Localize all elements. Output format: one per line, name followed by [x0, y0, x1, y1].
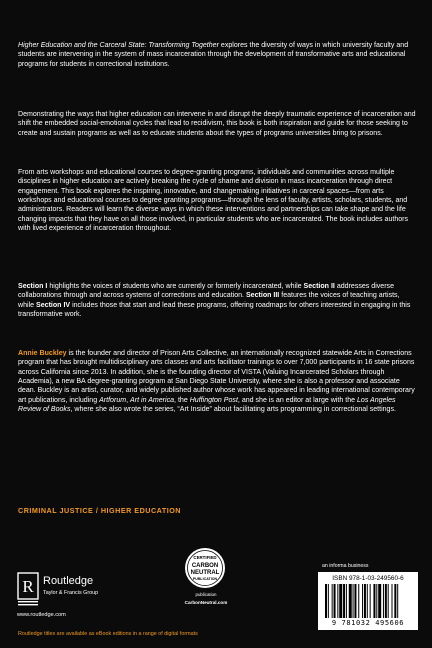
carbon-neutral-badge-icon — [184, 547, 226, 589]
publisher-name: Routledge — [43, 575, 94, 587]
ebook-note: Routledge titles are available as eBook editions in a range of digital formats — [18, 631, 198, 637]
author-name: Annie Buckley — [18, 350, 67, 357]
description-paragraph-3 — [18, 168, 416, 233]
badge-carbon: CARBON — [191, 563, 219, 569]
description-text: From arts workshops and educational courses to degree-granting programs, individuals and communities across multiple disciplines in higher education are actively breaking the cycle of shame and division in mass incarceration through direct engagement. This book explores the inspiring, innovative, and changemaking initiatives in carceral spaces—from arts workshops and educational courses to degree granting programs—through the lens of faculty, artists, scholars, students, and administrators. Readers will learn the diverse ways in which these interventions and partnerships can take shape and the life changing impacts that they have on all those involved, in particular students who are incarcerated. The book includes authors with lived experience of incarceration throughout. — [18, 169, 409, 233]
barcode-bars — [325, 584, 413, 618]
routledge-logo-icon — [17, 572, 39, 608]
bio-text: , where she also wrote the series, “Art Inside” about facilitating arts programming in correctional settings. — [70, 406, 396, 414]
barcode-digits: 9 781032 495606 — [331, 619, 405, 627]
sections-paragraph — [18, 282, 416, 319]
carbon-neutral-label: publication — [195, 592, 217, 597]
informa-tagline: an informa business — [322, 563, 369, 569]
logo-letter: R — [22, 577, 34, 596]
publisher-group: Taylor & Francis Group — [43, 590, 99, 596]
publication-name: Art in America — [130, 396, 175, 404]
badge-publication: PUBLICATION — [192, 577, 218, 581]
section-3-text: features the voices of teaching artists, while — [18, 292, 400, 309]
barcode — [318, 572, 418, 630]
section-1-text: highlights the voices of students who are currently or formerly incarcerated, while — [47, 283, 304, 290]
publication-name: Artforum — [99, 396, 127, 404]
section-2-label: Section II — [303, 283, 335, 290]
badge-certified: CERTIFIED — [193, 555, 217, 560]
section-3-label: Section III — [245, 292, 280, 300]
section-4-label: Section IV — [36, 301, 71, 309]
author-bio — [18, 349, 416, 414]
bio-text: , and she is an editor at large with the — [237, 396, 357, 404]
description-paragraph-2 — [18, 110, 416, 138]
publication-name: Los Angeles Review of Books — [18, 396, 396, 414]
isbn-text: ISBN 978-1-03-249560-6 — [332, 575, 404, 582]
description-text: explores the diversity of ways in which university faculty and students are intervening in the system of mass incarceration through the development of transformative arts and educational programs for students in correctional institutions. — [18, 42, 409, 68]
publisher-url: www.routledge.com — [17, 612, 66, 618]
badge-neutral: NEUTRAL — [190, 570, 220, 576]
section-4-text: includes those that start and lead these programs, offering roadmaps for others interested in engaging in this transformative work. — [18, 301, 411, 319]
bio-text: , the — [174, 396, 190, 404]
section-1-label: Section I — [18, 283, 48, 290]
description-text: Demonstrating the ways that higher education can intervene in and disrupt the deeply traumatic experience of incarceration and shift the embedded social-emotional cycles that lead to recidivism, this book is both inspiration and guide for those seeking to create and sustain programs as well as to educate students about the types of programs universities bring to prisons. — [18, 111, 416, 137]
section-2-text: addresses diverse collaborations through and across systems of corrections and education. — [18, 283, 395, 300]
bio-text: is the founder and director of Prison Arts Collective, an internationally recognized statewide Arts in Corrections program that has brought multidisciplinary arts classes and arts facilitator trainings to over 7,000 participants in 16 state prisons across California since 2013. In addition, she is the founding director of VISTA (Valuing Incarcerated Scholars through Academia), a new BA degree-granting program at San Diego State University, where she is also a professor and associate dean. Buckley is an artist, curator, and widely published author whose work has appeared in leading international contemporary art publications, including — [18, 350, 415, 404]
subject-category: CRIMINAL JUSTICE / HIGHER EDUCATION — [18, 506, 181, 515]
carbon-neutral-url: CarbonNeutral.com — [184, 600, 228, 605]
book-title: Higher Education and the Carceral State: Transforming Together — [18, 42, 219, 49]
description-paragraph-1 — [18, 41, 416, 69]
publication-name: Huffington Post — [189, 396, 238, 404]
bio-text: , — [126, 396, 131, 404]
